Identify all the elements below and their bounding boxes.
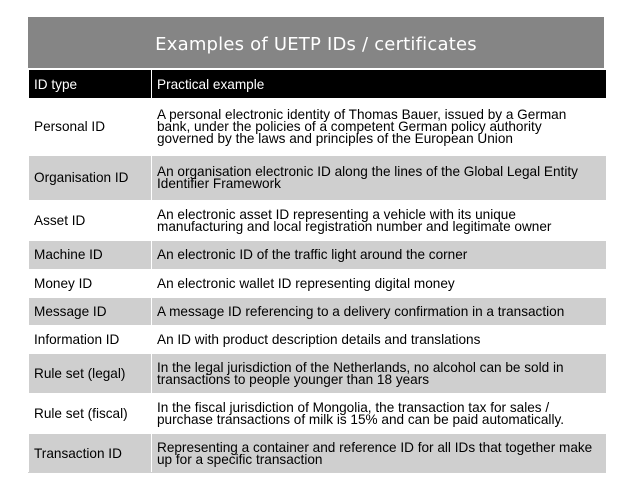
example-cell: An electronic asset ID representing a vehicle with its unique manufacturing and local registration number and legitimate owner xyxy=(152,201,607,241)
id-type-cell: Message ID xyxy=(29,298,152,326)
id-type-cell: Transaction ID xyxy=(29,434,152,474)
example-cell: A message ID referencing to a delivery confirmation in a transaction xyxy=(152,298,607,326)
id-type-cell: Personal ID xyxy=(29,99,152,156)
table-row xyxy=(29,434,607,474)
table-row xyxy=(29,201,607,241)
table-row xyxy=(29,298,607,326)
table-row xyxy=(29,241,607,270)
table-row xyxy=(29,156,607,201)
id-type-cell: Rule set (legal) xyxy=(29,354,152,394)
example-cell: An electronic wallet ID representing digital money xyxy=(152,270,607,298)
title-bar xyxy=(28,17,604,68)
example-cell: An electronic ID of the traffic light around the corner xyxy=(152,241,607,270)
id-type-cell: Rule set (fiscal) xyxy=(29,394,152,434)
id-examples-table xyxy=(28,69,607,474)
id-type-cell: Organisation ID xyxy=(29,156,152,201)
table-header-row xyxy=(29,70,607,99)
table-row xyxy=(29,99,607,156)
column-header-id-type: ID type xyxy=(29,70,152,99)
column-header-practical-example: Practical example xyxy=(152,70,607,99)
table-row xyxy=(29,270,607,298)
table-row xyxy=(29,326,607,354)
example-cell: A personal electronic identity of Thomas Bauer, issued by a German bank, under the policies of a competent German policy authority governed by the laws and principles of the European Union xyxy=(152,99,607,156)
id-type-cell: Information ID xyxy=(29,326,152,354)
example-cell: In the legal jurisdiction of the Netherlands, no alcohol can be sold in transactions to people younger than 18 years xyxy=(152,354,607,394)
id-type-cell: Asset ID xyxy=(29,201,152,241)
id-type-cell: Machine ID xyxy=(29,241,152,270)
id-type-cell: Money ID xyxy=(29,270,152,298)
table-row xyxy=(29,354,607,394)
divider xyxy=(28,472,606,473)
table-row xyxy=(29,394,607,434)
example-cell: Representing a container and reference ID for all IDs that together make up for a specific transaction xyxy=(152,434,607,474)
example-cell: In the fiscal jurisdiction of Mongolia, the transaction tax for sales / purchase transactions of milk is 15% and can be paid automatically. xyxy=(152,394,607,434)
example-cell: An organisation electronic ID along the lines of the Global Legal Entity Identifier Framework xyxy=(152,156,607,201)
page-title: Examples of UETP IDs / certificates xyxy=(155,34,477,55)
example-cell: An ID with product description details and translations xyxy=(152,326,607,354)
